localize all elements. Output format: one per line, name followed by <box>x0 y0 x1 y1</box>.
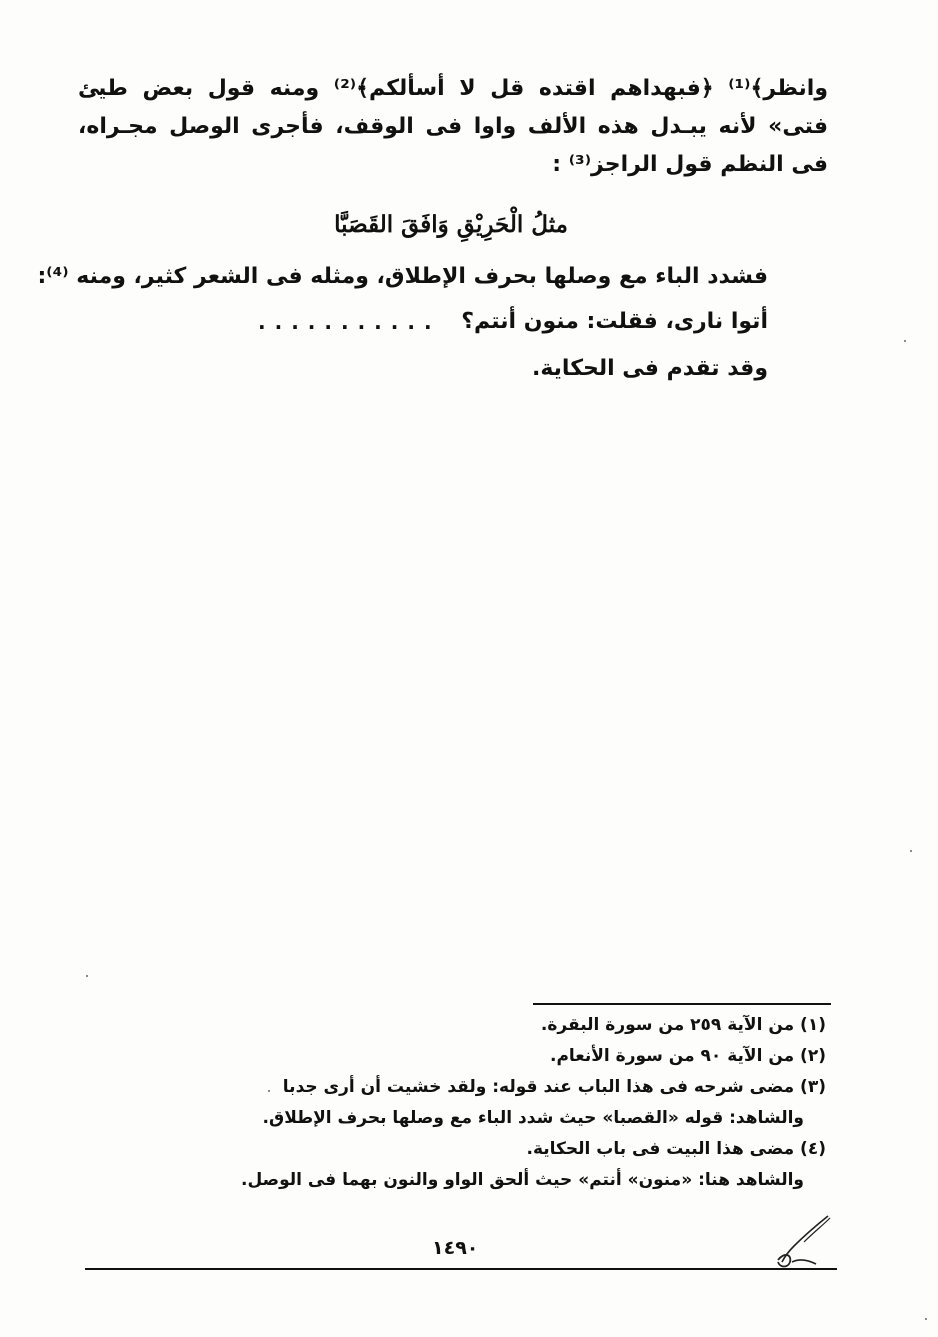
scan-speck <box>925 1318 927 1320</box>
footnote-2: (٢) من الآية ٩٠ من سورة الأنعام. <box>549 1046 826 1066</box>
verse-line: مثلُ الْحَرِيْقِ وَافَقَ القَصَبَّا <box>334 211 568 238</box>
footnote-3-continuation: والشاهد: قوله «القصبا» حيث شدد الباء مع وصلها بحرف الإطلاق. <box>262 1108 804 1128</box>
scan-speck <box>910 850 912 852</box>
scan-speck <box>86 975 88 977</box>
body-line-3: فى النظم قول الراجز⁽³⁾ : <box>552 152 828 177</box>
footnote-1: (١) من الآية ٢٥٩ من سورة البقرة. <box>540 1015 826 1035</box>
body-line-5: أتوا نارى، فقلت: منون أنتم؟ <box>461 309 768 334</box>
footnote-4: (٤) مضى هذا البيت فى باب الحكاية. <box>526 1139 826 1159</box>
page-bottom-rule <box>85 1268 837 1270</box>
handwritten-signature-mark <box>770 1212 842 1270</box>
body-paragraph <box>78 70 828 184</box>
scan-speck <box>268 1090 270 1092</box>
footnote-4-continuation: والشاهد هنا: «منون» أنتم» حيث ألحق الواو والنون بهما فى الوصل. <box>241 1170 804 1190</box>
verse-ellipsis: ........... <box>258 310 441 334</box>
body-line-6: وقد تقدم فى الحكاية. <box>531 356 768 381</box>
footnotes <box>226 1010 826 1196</box>
body-line-4: فشدد الباء مع وصلها بحرف الإطلاق، ومثله فى الشعر كثير، ومنه ⁽⁴⁾: <box>37 264 768 289</box>
footnote-3: (٣) مضى شرحه فى هذا الباب عند قوله: ولقد خشيت أن أرى جدبا <box>282 1077 826 1097</box>
body-line-2: فتى» لأنه يبـدل هذه الألف واوا فى الوقف، فأجرى الوصل مجـراه، <box>78 114 828 139</box>
body-line-1: وانظر﴾⁽¹⁾ ﴿فبهداهم اقتده قل لا أسألكم﴾⁽²⁾ ومنه قول بعض طيئ <box>78 76 828 101</box>
page-number: ١٤٩٠ <box>432 1237 479 1259</box>
footnote-divider <box>533 1003 831 1005</box>
scan-speck <box>904 340 906 342</box>
